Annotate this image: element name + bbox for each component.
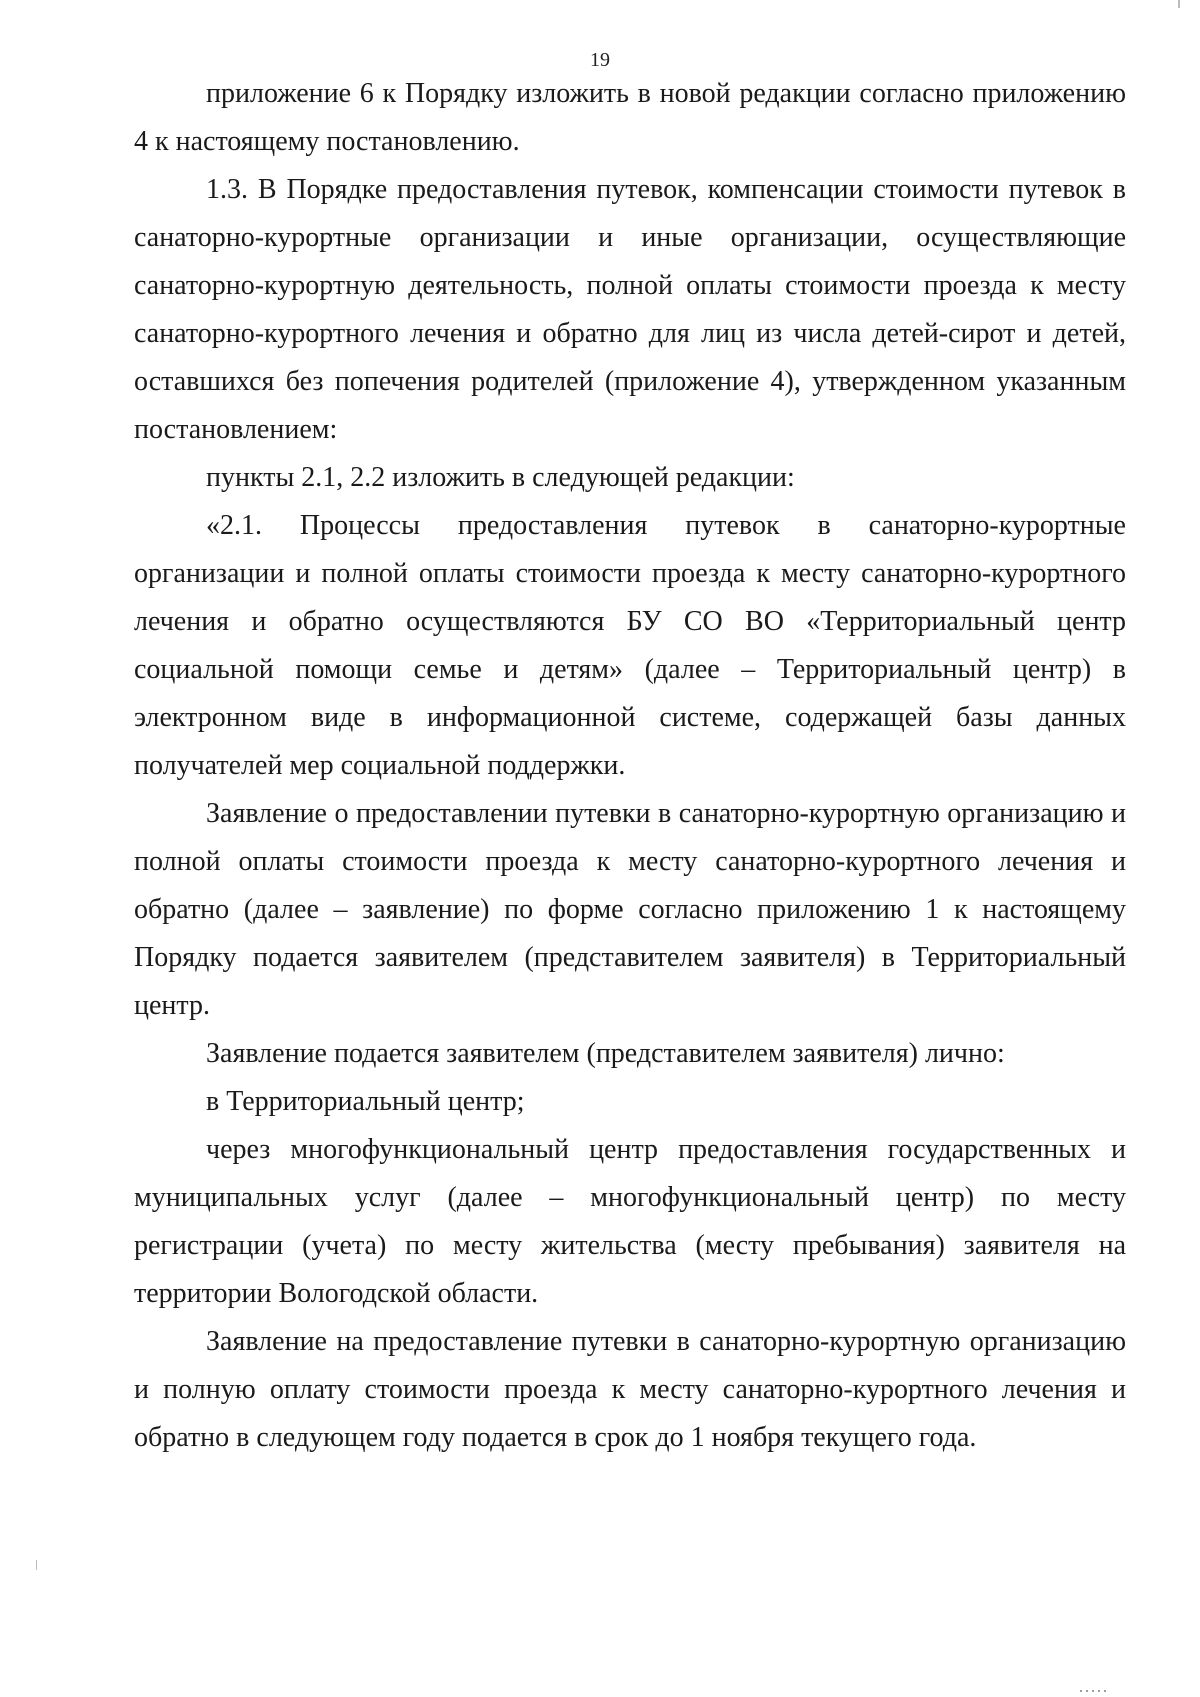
paragraph-deadline: Заявление на предоставление путевки в санаторно-курортную организацию и полную оплату стоимости проезда к месту санаторно-курортного лечения и обратно в следующем году подается в срок до 1 ноября текущего года. — [134, 1326, 1126, 1453]
paragraph-appendix-6: приложение 6 к Порядку изложить в новой редакции согласно приложению 4 к настоящему постановлению. — [134, 78, 1126, 157]
scan-artifact-left — [36, 1560, 37, 1570]
paragraph-section-1-3: 1.3. В Порядке предоставления путевок, компенсации стоимости путевок в санаторно-курортные организации и иные организации, осуществляющие санаторно-курортную деятельность, полной оплаты стоимости проезда к месту санаторно-курортного лечения и обратно для лиц из числа детей-сирот и детей, оставшихся без попечения родителей (приложение 4), утвержденном указанным постановлением: — [134, 174, 1126, 445]
paragraph-mfc: через многофункциональный центр предоставления государственных и муниципальных услуг (далее – многофункциональный центр) по месту регистрации (учета) по месту жительства (месту пребывания) заявителя на территории Вологодской области. — [134, 1134, 1126, 1309]
paragraph-application-form: Заявление о предоставлении путевки в санаторно-курортную организацию и полной оплаты стоимости проезда к месту санаторно-курортного лечения и обратно (далее – заявление) по форме согласно приложению 1 к настоящему Порядку подается заявителем (представителем заявителя) в Территориальный центр. — [134, 798, 1126, 1021]
paragraph-2-1: «2.1. Процессы предоставления путевок в санаторно-курортные организации и полной оплаты стоимости проезда к месту санаторно-курортного лечения и обратно осуществляются БУ СО ВО «Территориальный центр социальной помощи семье и детям» (далее – Территориальный центр) в электронном виде в информационной системе, содержащей базы данных получателей мер социальной поддержки. — [134, 510, 1126, 781]
scan-artifact-bottom-right — [1080, 1690, 1108, 1692]
paragraph-territorial-center: в Территориальный центр; — [206, 1086, 525, 1117]
scan-artifact-top-right — [1178, 0, 1180, 8]
page-number: 19 — [590, 49, 610, 71]
paragraph-application-submission: Заявление подается заявителем (представителем заявителя) лично: — [206, 1038, 1005, 1069]
document-body — [134, 70, 1126, 1462]
paragraph-items-2-1-2-2: пункты 2.1, 2.2 изложить в следующей редакции: — [206, 462, 795, 493]
